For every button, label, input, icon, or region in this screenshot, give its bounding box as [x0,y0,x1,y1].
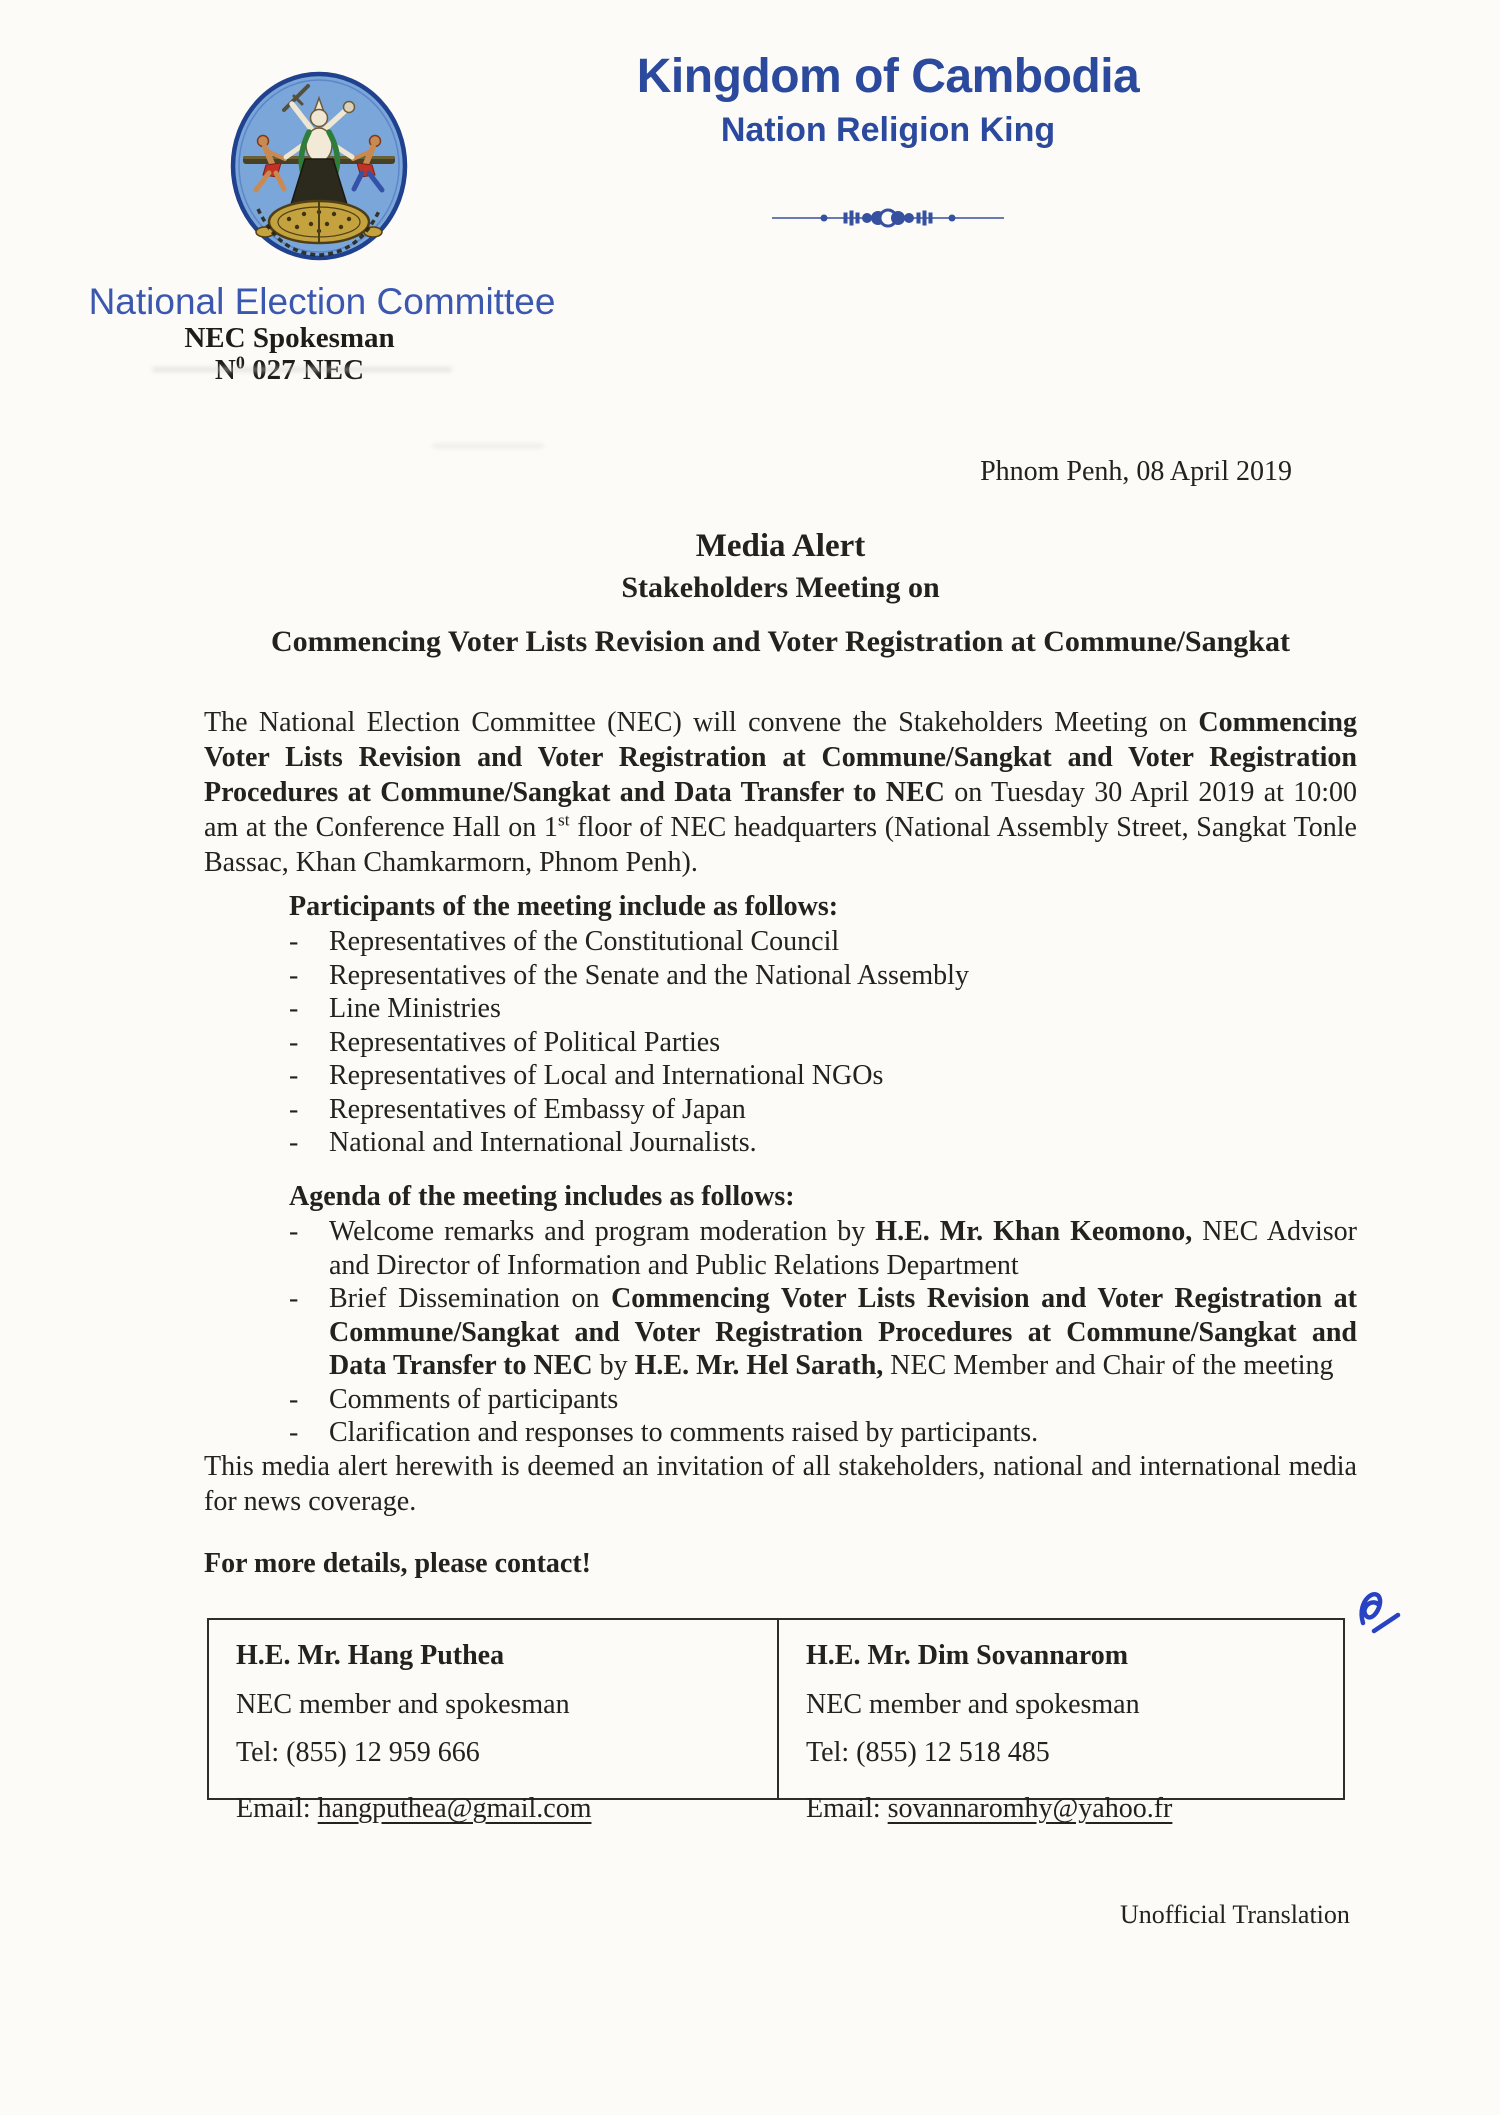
document-header [588,50,1188,228]
list-item [289,992,1389,1026]
contact-tel: Tel: (855) 12 959 666 [236,1737,480,1768]
list-item-text: Welcome remarks and program moderation by H.E. Mr. Khan Keomono, NEC Advisor and Director of Information and Public Relations Department [329,1216,1357,1281]
list-item [289,925,1389,959]
ref-number: $N^0$ 027 NEC [214,352,365,386]
contacts-table [207,1618,1345,1824]
bullet-dash: - [289,959,299,991]
bullet-dash: - [289,1026,299,1058]
list-item [289,959,1389,993]
handwritten-initials-icon [1350,1583,1408,1647]
list-item-text: Representatives of the Constitutional Council [329,926,840,957]
bullet-dash: - [289,1060,299,1091]
intro-paragraph: The National Election Committee (NEC) will convene the Stakeholders Meeting on Commencing Voter Lists Revision and Voter Registration at Commune/Sangkat and Voter Registration Procedures at Commune/Sangkat and Data Transfer to NEC on Tuesday 30 April 2019 at 10:00 am at the Conference Hall on 1st floor of NEC headquarters (National Assembly Street, Sangkat Tonle Bassac, Khan Chamkarmorn, Phnom Penh). [204,707,1357,878]
list-item-text: Clarification and responses to comments raised by participants. [329,1417,1039,1448]
participants-list [289,925,1389,1160]
list-item [289,1215,1357,1282]
nec-emblem-icon [228,70,410,264]
list-item [289,1093,1389,1127]
contact-heading: For more details, please contact! [204,1548,591,1579]
bullet-dash: - [289,1417,299,1448]
contact-email-label: Email: [236,1793,318,1824]
list-item [289,1282,1357,1383]
closing-paragraph: This media alert herewith is deemed an invitation of all stakeholders, national and international media for news coverage. [204,1451,1357,1517]
kingdom-title: Kingdom of Cambodia [636,50,1140,103]
list-item-text: Representatives of Embassy of Japan [329,1093,746,1125]
list-item [289,1026,1389,1060]
nec-emblem-logo [228,70,410,269]
contact-role: NEC member and spokesman [806,1689,1140,1720]
list-item-text: Comments of participants [329,1383,619,1415]
contact-email-link[interactable]: hangputhea@gmail.com [317,1793,592,1824]
meeting-subtitle: Stakeholders Meeting on [621,571,940,604]
list-item [289,1383,1357,1417]
contact-role: NEC member and spokesman [236,1689,570,1720]
contact-email-line [236,1793,767,1825]
contact-card-left [209,1620,779,1824]
participants-section [289,890,1389,1160]
contact-tel: Tel: (855) 12 518 485 [806,1737,1050,1768]
contact-name: H.E. Mr. Dim Sovannarom [806,1640,1129,1671]
bullet-dash: - [289,1216,299,1247]
list-item-text: Brief Dissemination on Commencing Voter Lists Revision and Voter Registration at Commune/Sangkat and Voter Registration Procedures at Commune/Sangkat and Data Transfer to NEC by H.E. Mr. Hel Sarath, NEC Member and Chair of the meeting [329,1283,1357,1381]
unofficial-translation-note: Unofficial Translation [1120,1900,1350,1929]
participants-heading: Participants of the meeting include as follows: [289,891,839,922]
list-item [289,1416,1357,1450]
bullet-dash: - [289,1283,299,1314]
ornamental-divider-icon [772,208,1004,228]
list-item-text: Representatives of Local and International NGOs [329,1060,884,1091]
agenda-list [289,1215,1357,1450]
list-item-text: National and International Journalists. [329,1127,757,1158]
contact-name: H.E. Mr. Hang Puthea [236,1640,505,1671]
document-title: Commencing Voter Lists Revision and Voter Registration at Commune/Sangkat [271,625,1290,658]
bullet-dash: - [289,1127,299,1158]
list-item [289,1059,1389,1093]
contact-email-line [806,1793,1333,1825]
scan-artifact [152,367,452,372]
header-divider [588,208,1188,228]
spokesman-line: NEC Spokesman [184,322,395,354]
agenda-section [289,1180,1357,1450]
list-item-text: Representatives of the Senate and the National Assembly [329,959,969,991]
bullet-dash: - [289,1383,299,1415]
contact-email-label: Email: [806,1793,888,1824]
date-line: Phnom Penh, 08 April 2019 [980,456,1292,487]
motto: Nation Religion King [720,111,1056,149]
media-alert-title: Media Alert [695,528,866,564]
org-name: National Election Committee [88,281,556,322]
bullet-dash: - [289,1093,299,1125]
bullet-dash: - [289,926,299,957]
bullet-dash: - [289,993,299,1024]
agenda-heading: Agenda of the meeting includes as follows: [289,1181,795,1212]
contact-email-link[interactable]: sovannaromhy@yahoo.fr [887,1793,1173,1824]
list-item-text: Line Ministries [329,993,501,1024]
list-item-text: Representatives of Political Parties [329,1026,721,1058]
list-item [289,1126,1389,1160]
scan-artifact [432,444,544,448]
signature-mark [1350,1583,1408,1652]
contact-card-right [779,1620,1343,1824]
